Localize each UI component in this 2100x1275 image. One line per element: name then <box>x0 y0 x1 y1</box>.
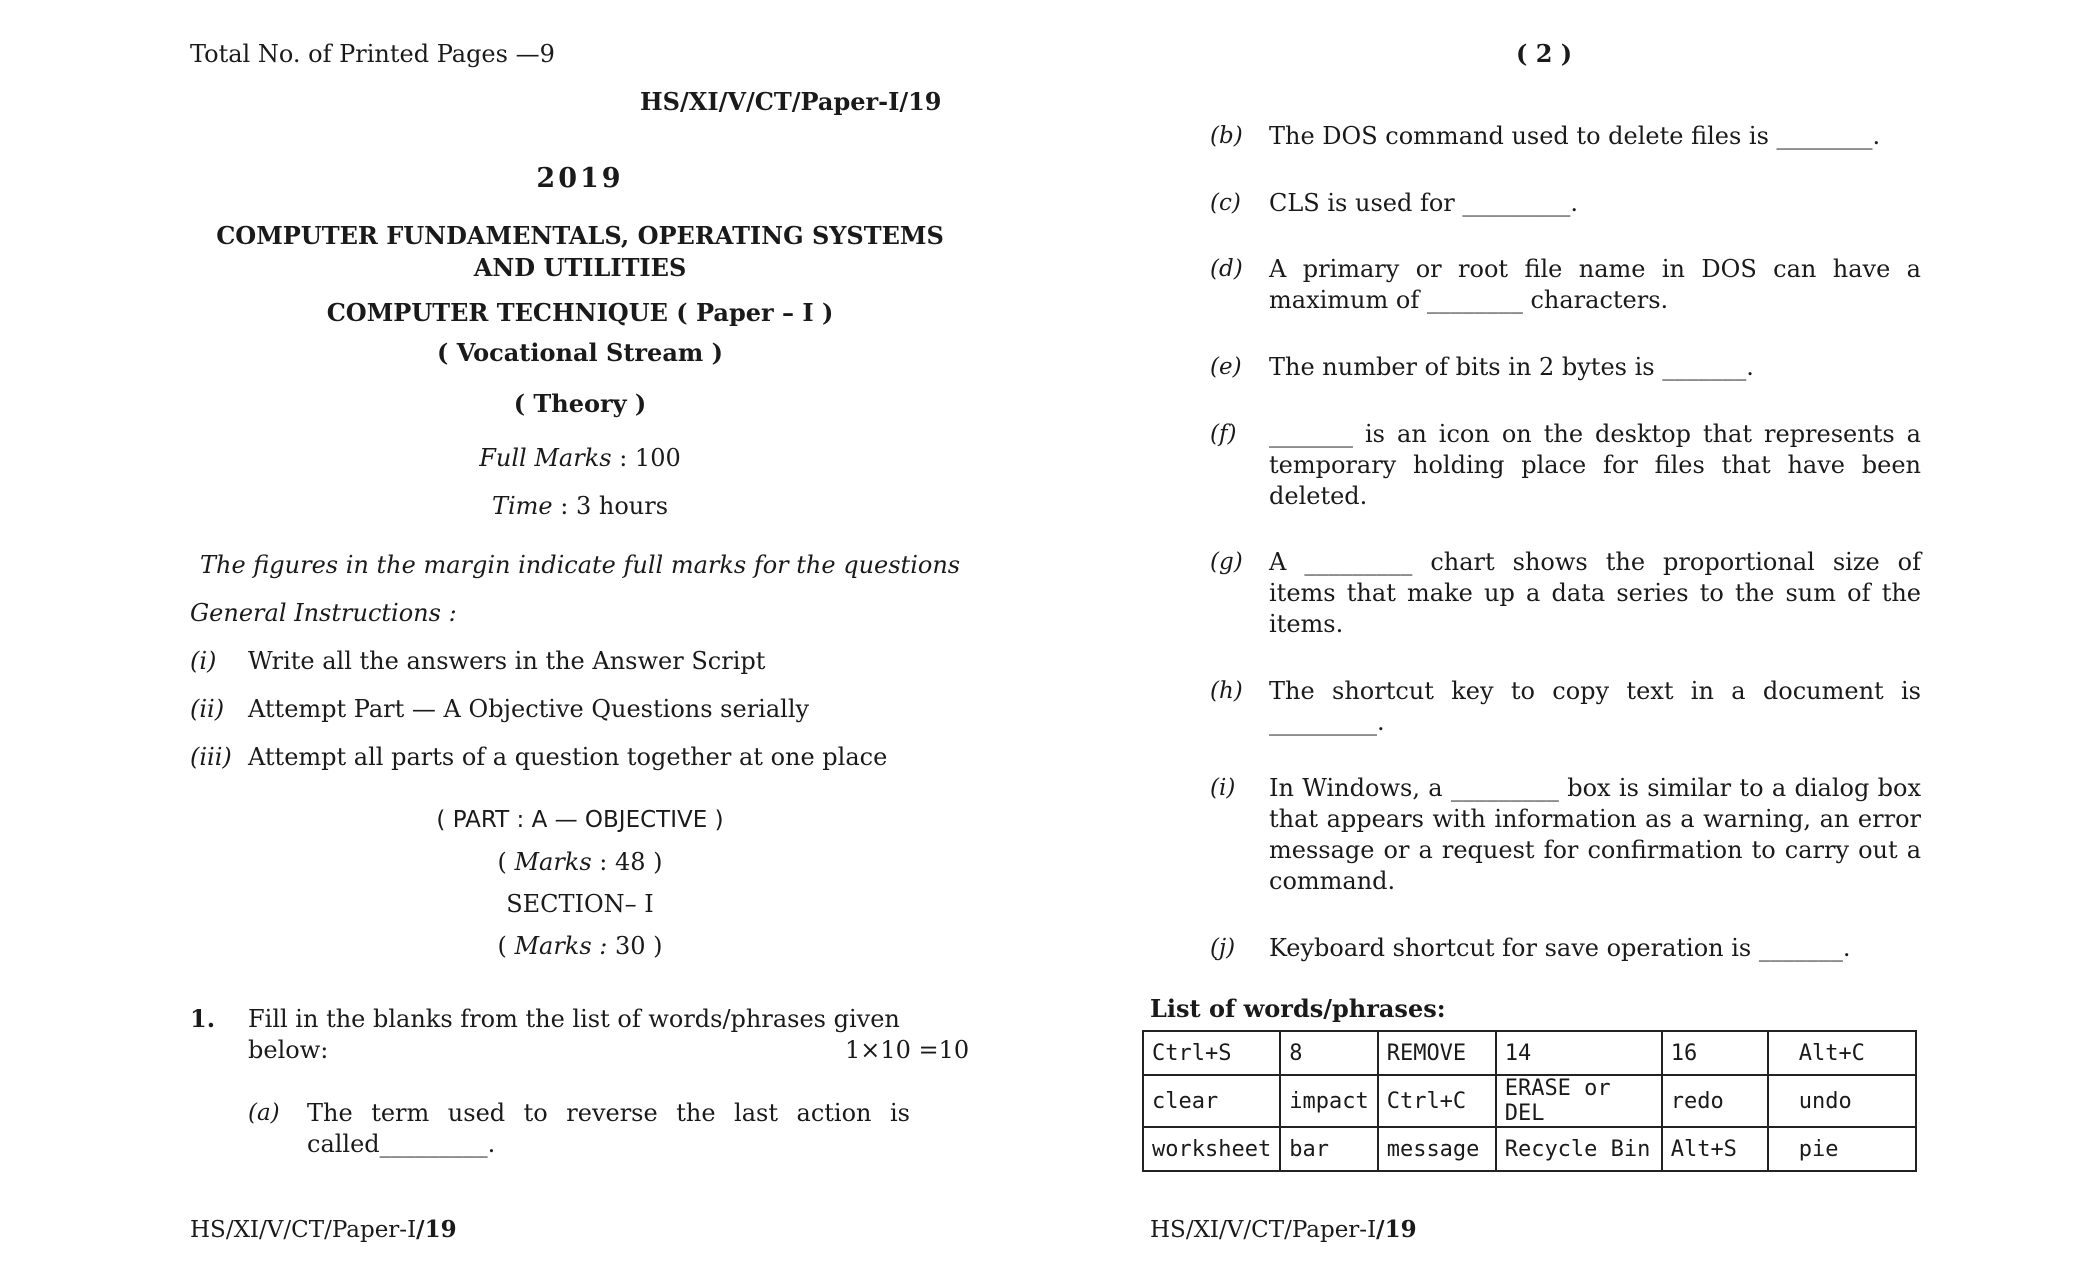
question-1-number: 1. <box>190 1004 216 1033</box>
instruction-number: (ii) <box>190 695 225 723</box>
section-heading: SECTION– I <box>506 890 654 918</box>
section-marks-label: Marks : <box>514 932 608 960</box>
table-cell: redo <box>1662 1075 1768 1127</box>
part-marks-value: : 48 ) <box>591 848 663 876</box>
paren-open: ( <box>497 932 515 960</box>
table-cell: clear <box>1143 1075 1280 1127</box>
paper-code: HS/XI/V/CT/Paper-I/19 <box>640 87 942 116</box>
table-cell: Ctrl+S <box>1143 1031 1280 1075</box>
paren-open: ( <box>497 848 515 876</box>
table-cell: 8 <box>1280 1031 1377 1075</box>
table-row <box>1143 1127 1916 1171</box>
section-marks-value: 30 ) <box>607 932 663 960</box>
table-row <box>1143 1075 1916 1127</box>
table-cell: Recycle Bin <box>1496 1127 1662 1171</box>
question-number: (g) <box>1210 549 1243 575</box>
table-cell: REMOVE <box>1378 1031 1496 1075</box>
table-cell: ERASE or DEL <box>1496 1075 1662 1127</box>
question-text: The DOS command used to delete files is ________. <box>1269 122 1881 150</box>
table-cell: message <box>1378 1127 1496 1171</box>
question-1-text-line2: below: <box>248 1036 329 1064</box>
footer-code-bold: /19 <box>416 1216 457 1243</box>
theory-label: ( Theory ) <box>513 389 647 418</box>
question-number: (h) <box>1210 678 1243 704</box>
question-text: _______ is an icon on the desktop that represents a temporary holding place for files that have been deleted. <box>1269 420 1921 510</box>
full-marks-value: : 100 <box>611 444 681 472</box>
right-page <box>1050 0 2100 1275</box>
table-cell: pie <box>1768 1127 1916 1171</box>
question-number: (i) <box>1210 775 1236 801</box>
subject-title-line1: COMPUTER FUNDAMENTALS, OPERATING SYSTEMS <box>216 221 944 250</box>
instruction-text: Write all the answers in the Answer Script <box>248 647 766 675</box>
footer-code-bold: /19 <box>1376 1216 1417 1243</box>
word-list-table <box>1142 1030 1917 1172</box>
table-cell: Alt+C <box>1768 1031 1916 1075</box>
table-cell: Ctrl+C <box>1378 1075 1496 1127</box>
table-cell: 16 <box>1662 1031 1768 1075</box>
question-text: CLS is used for _________. <box>1269 189 1579 217</box>
time-allowed <box>0 490 1160 522</box>
subject-title-line2: AND UTILITIES <box>473 253 687 282</box>
instruction-item <box>190 741 887 773</box>
question-number: (c) <box>1210 190 1241 216</box>
question-1-text-line1: Fill in the blanks from the list of words/phrases given <box>248 1005 900 1033</box>
right-footer <box>1150 1214 1417 1246</box>
footer-code: HS/XI/V/CT/Paper-I <box>190 1217 417 1243</box>
question-text: In Windows, a _________ box is similar to a dialog box that appears with information as a warning, an error message or a request for confirmation to carry out a command. <box>1269 774 1921 895</box>
stream-label: ( Vocational Stream ) <box>437 338 723 367</box>
time-label: Time <box>491 492 553 520</box>
table-cell: bar <box>1280 1127 1377 1171</box>
table-cell: 14 <box>1496 1031 1662 1075</box>
question-1a-text: The term used to reverse the last action is called_________. <box>307 1099 910 1158</box>
paper-subtitle: COMPUTER TECHNIQUE ( Paper – I ) <box>326 298 834 327</box>
total-pages-header: Total No. of Printed Pages —9 <box>190 40 555 68</box>
word-list-heading: List of words/phrases: <box>1150 994 1446 1023</box>
question-number: (d) <box>1210 256 1243 282</box>
question-text: A _________ chart shows the proportional size of items that make up a data series to the sum of the items. <box>1269 548 1921 638</box>
instruction-number: (iii) <box>190 743 232 771</box>
part-heading: ( PART : A — OBJECTIVE ) <box>436 807 724 833</box>
table-cell: impact <box>1280 1075 1377 1127</box>
question-number: (f) <box>1210 421 1237 447</box>
instruction-item <box>190 693 809 725</box>
table-row <box>1143 1031 1916 1075</box>
table-cell: undo <box>1768 1075 1916 1127</box>
part-marks-label: Marks <box>514 848 592 876</box>
margin-note: The figures in the margin indicate full marks for the questions <box>200 551 961 579</box>
instruction-number: (i) <box>190 647 217 675</box>
exam-year: 2019 <box>536 163 624 194</box>
question-number: (e) <box>1210 354 1242 380</box>
instruction-item <box>190 645 765 677</box>
section-marks <box>0 930 1160 962</box>
question-text: Keyboard shortcut for save operation is _______. <box>1269 934 1851 962</box>
part-marks <box>0 846 1160 878</box>
question-text: The number of bits in 2 bytes is _______. <box>1269 353 1754 381</box>
left-footer <box>190 1214 457 1246</box>
question-1a-number: (a) <box>248 1100 280 1126</box>
instruction-text: Attempt Part — A Objective Questions serially <box>248 695 810 723</box>
footer-code: HS/XI/V/CT/Paper-I <box>1150 1217 1377 1243</box>
general-instructions-heading: General Instructions : <box>190 599 457 627</box>
question-number: (j) <box>1210 935 1236 961</box>
time-value: : 3 hours <box>552 492 669 520</box>
instruction-text: Attempt all parts of a question together at one place <box>248 743 888 771</box>
table-cell: Alt+S <box>1662 1127 1768 1171</box>
question-text: The shortcut key to copy text in a document is _________. <box>1269 677 1921 736</box>
full-marks-label: Full Marks <box>479 444 612 472</box>
question-text: A primary or root file name in DOS can have a maximum of ________ characters. <box>1269 255 1921 314</box>
page-number: ( 2 ) <box>1516 39 1573 68</box>
question-number: (b) <box>1210 123 1243 149</box>
table-cell: worksheet <box>1143 1127 1280 1171</box>
question-1-marks: 1×10 =10 <box>845 1036 970 1064</box>
full-marks <box>0 442 1160 474</box>
